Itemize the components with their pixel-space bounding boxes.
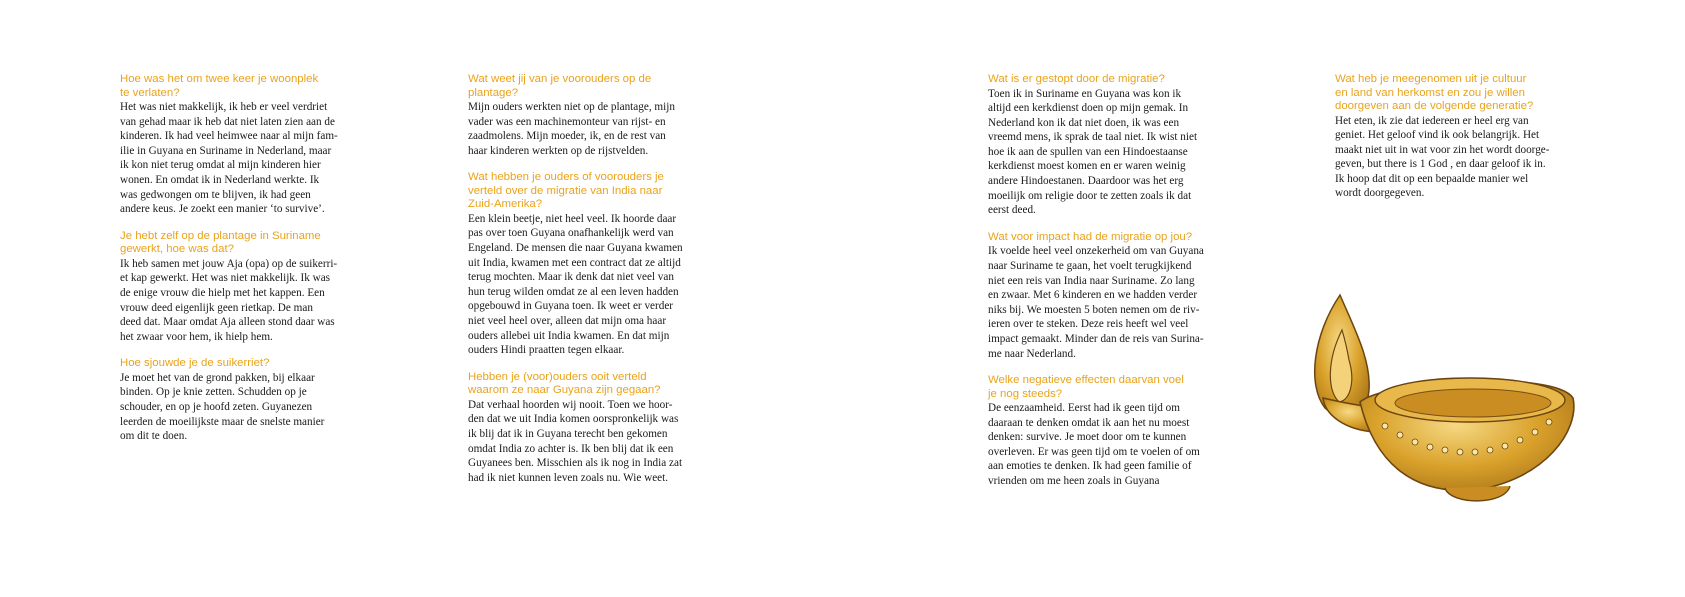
question-heading: Welke negatieve effecten daarvan voel je nog steeds?	[988, 374, 1184, 400]
question-heading: Wat is er gestopt door de migratie?	[988, 73, 1165, 85]
answer-text: Je moet het van de grond pakken, bij elkaar binden. Op je knie zetten. Schudden op je schouder, en op je hoofd zeten. Guyanezen leerden de moeilijkste maar de snelste manier om dit te doen.	[120, 371, 325, 443]
answer-text: Het eten, ik zie dat iedereen er heel erg van geniet. Het geloof vind ik ook belangrijk. Het maakt niet uit in wat voor zin het wordt doorge- geven, but there is 1 God , en daar geloof ik in. Ik hoop dat dit op een bepaalde manier wel wordt doorgegeven.	[1335, 114, 1550, 200]
qa-section	[988, 73, 1240, 218]
qa-section	[120, 357, 372, 443]
answer-text: Dat verhaal hoorden wij nooit. Toen we hoor- den dat we uit India komen oorspronkelijk was ik blij dat ik in Guyana terecht ben gekomen omdat India zo achter is. Ik ben blij dat ik een Guyanees ben. Misschien als ik nog in India zat had ik niet kunnen leven zoals nu. Wie weet.	[468, 398, 683, 484]
qa-section	[988, 374, 1240, 489]
column-2	[468, 73, 720, 498]
question-heading: Wat hebben je ouders of voorouders je verteld over de migratie van India naar Zuid-Amerika?	[468, 171, 664, 211]
answer-text: Het was niet makkelijk, ik heb er veel verdriet van gehad maar ik heb dat niet laten zien aan de kinderen. Ik had veel heimwee naar al mijn fam- ilie in Guyana en Suriname in Nederland, maar ik kon niet terug omdat al mijn kinderen hier wonen. En omdat ik in Nederland werkte. Ik was gedwongen om te blijven, ik had geen andere keus. Je zoekt een manier ‘to survive’.	[120, 101, 338, 216]
qa-section	[988, 231, 1240, 361]
lamp-foot	[1445, 486, 1510, 501]
column-1	[120, 73, 372, 457]
question-heading: Wat heb je meegenomen uit je cultuur en land van herkomst en zou je willen doorgeven aan de volgende generatie?	[1335, 73, 1534, 112]
qa-section	[468, 73, 720, 158]
qa-section	[468, 171, 720, 357]
qa-section	[468, 371, 720, 486]
qa-section	[1335, 73, 1587, 201]
question-heading: Wat weet jij van je voorouders op de plantage?	[468, 73, 652, 99]
question-heading: Hoe sjouwde je de suikerriet?	[120, 357, 270, 370]
question-heading: Hebben je (voor)ouders ooit verteld waarom ze naar Guyana zijn gegaan?	[468, 370, 661, 397]
answer-text: Ik heb samen met jouw Aja (opa) op de suikerri- et kap gewerkt. Het was niet makkelijk. Ik was de enige vrouw die hielp met het kappen. Een vrouw deed eigenlijk geen rietkap. De man deed dat. Maar omdat Aja alleen stond daar was het zwaar voor hem, ik hielp hem.	[120, 257, 338, 343]
qa-section	[120, 230, 372, 345]
question-heading: Je hebt zelf op de plantage in Suriname gewerkt, hoe was dat?	[120, 229, 321, 256]
lamp-inner	[1395, 389, 1551, 417]
answer-text: Een klein beetje, niet heel veel. Ik hoorde daar pas over toen Guyana onafhankelijk werd van Engeland. De mensen die naar Guyana kwamen uit India, kwamen met een contract dat ze altijd terug mochten. Maar ik denk dat niet veel van hun terug wilden omdat ze al een leven hadden opgebouwd in Guyana toen. Ik weet er verder niet veel heel over, alleen dat mijn oma haar ouders allebei uit India kwamen. En dat mijn ouders Hindi praatten tegen elkaar.	[468, 212, 683, 357]
question-heading: Wat voor impact had de migratie op jou?	[988, 230, 1193, 243]
answer-text: De eenzaamheid. Eerst had ik geen tijd om daaraan te denken omdat ik aan het nu moest denken: survive. Je moet door om te kunnen overleven. Er was geen tijd om te voelen of om aan emoties te denken. Ik had geen familie of vrienden om me heen zoals in Guyana	[988, 402, 1200, 488]
answer-text: Mijn ouders werkten niet op de plantage, mijn vader was een machinemonteur van rijst- en zaadmolens. Mijn moeder, ik, en de rest van haar kinderen werkten op de rijstvelden.	[468, 101, 675, 157]
question-heading: Hoe was het om twee keer je woonplek te verlaten?	[120, 73, 319, 99]
diya-lamp-illustration	[1305, 290, 1605, 520]
qa-section	[120, 73, 372, 217]
column-3	[988, 73, 1240, 502]
answer-text: Ik voelde heel veel onzekerheid om van Guyana naar Suriname te gaan, het voelt terugkijkend niet een reis van India naar Suriname. Zo lang en zwaar. Met 6 kinderen en we hadden verder niks bij. We moesten 5 boten nemen om de riv- ieren over te steken. Deze reis heeft wel veel impact gemaakt. Minder dan de reis van Surina- me naar Nederland.	[988, 245, 1204, 360]
column-4	[1335, 73, 1587, 214]
answer-text: Toen ik in Suriname en Guyana was kon ik altijd een kerkdienst doen op mijn gemak. In Nederland kon ik dat niet doen, ik was een vreemd mens, ik sprak de taal niet. Ik wist niet hoe ik aan de spullen van een Hindoestaanse kerkdienst moest komen en er waren weinig andere Hindoestanen. Daardoor was het erg moeilijk om religie door te zetten zoals ik dat eerst deed.	[988, 87, 1198, 217]
